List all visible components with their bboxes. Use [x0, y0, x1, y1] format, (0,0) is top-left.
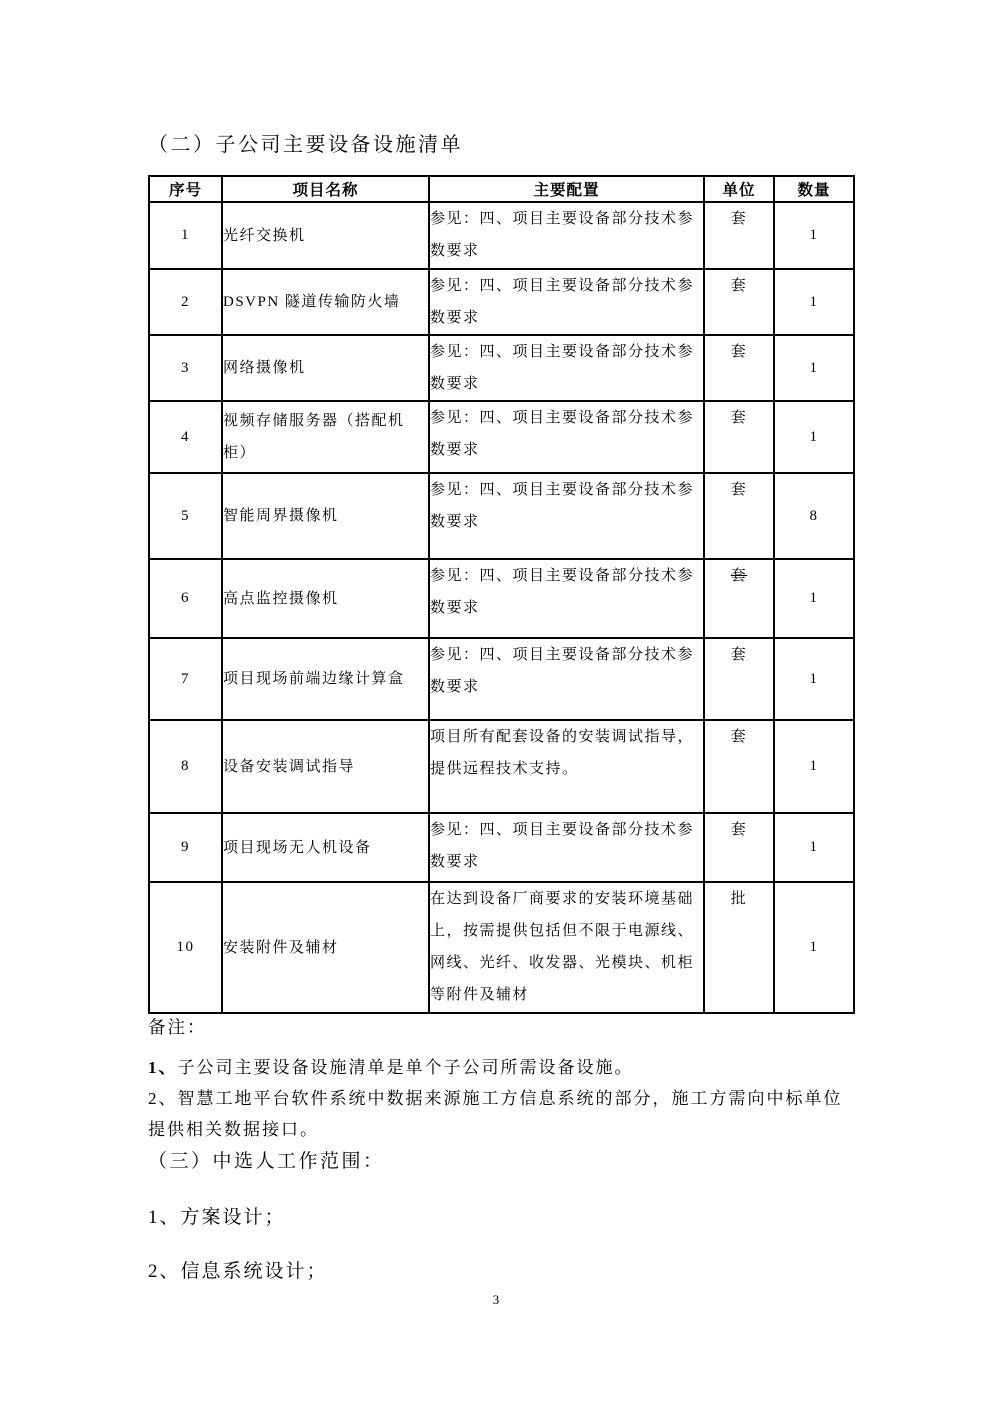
item-qty-cell-text: 1 [809, 590, 819, 606]
table-row [149, 335, 854, 401]
row-number-cell-text: 9 [181, 839, 190, 855]
item-config-cell-text: 参见：四、项目主要设备部分技术参数要求 [430, 344, 695, 392]
item-unit-cell [704, 401, 774, 473]
item-unit-cell-text: 套 [730, 410, 748, 426]
item-config-cell-text: 在达到设备厂商要求的安装环境基础上，按需提供包括但不限于电源线、网线、光纤、收发器、光模块、机柜等附件及辅材 [430, 891, 695, 1003]
column-header: 单位 [704, 176, 774, 202]
item-qty-cell-text: 1 [809, 758, 819, 774]
item-unit-cell-text: 套 [730, 211, 748, 227]
item-name-cell [222, 882, 429, 1013]
item-qty-cell [774, 401, 854, 473]
table-row [149, 720, 854, 813]
notes-list [148, 1052, 850, 1145]
item-qty-cell [774, 559, 854, 638]
item-qty-cell-text: 1 [809, 428, 819, 445]
item-config-cell [429, 269, 704, 335]
item-unit-cell-text: 套 [730, 344, 748, 360]
item-config-cell [429, 559, 704, 638]
row-number-cell [149, 401, 222, 473]
scope-item-plan-design: 1、方案设计； [148, 1207, 286, 1228]
row-number-cell-text: 7 [181, 670, 190, 687]
item-qty-cell-text: 1 [809, 227, 819, 243]
row-number-cell [149, 473, 222, 559]
row-number-cell [149, 559, 222, 638]
row-number-cell-text: 5 [181, 507, 190, 524]
item-name-cell [222, 559, 429, 638]
item-config-cell [429, 335, 704, 401]
item-unit-cell-text: 套 [730, 647, 748, 663]
item-unit-cell [704, 720, 774, 813]
item-unit-cell-text: 套 [730, 729, 748, 745]
column-header: 项目名称 [222, 176, 429, 202]
item-qty-cell [774, 638, 854, 720]
item-qty-cell-text: 1 [809, 359, 819, 376]
item-name-cell-text: 安装附件及辅材 [223, 939, 339, 956]
item-name-cell-text: 智能周界摄像机 [223, 508, 339, 524]
item-name-cell [222, 720, 429, 813]
section3-heading: （三）中选人工作范围： [148, 1151, 385, 1172]
item-unit-cell [704, 335, 774, 401]
item-unit-cell-text: 套 [730, 568, 748, 584]
column-header: 序号 [149, 176, 222, 202]
row-number-cell [149, 720, 222, 813]
item-config-cell-text: 参见：四、项目主要设备部分技术参数要求 [430, 211, 695, 259]
item-name-cell-text: 视频存储服务器（搭配机柜） [223, 413, 405, 461]
table-row [149, 401, 854, 473]
note-text: 智慧工地平台软件系统中数据来源施工方信息系统的部分，施工方需向中标单位提供相关数据接口。 [148, 1089, 843, 1139]
item-config-cell-text: 项目所有配套设备的安装调试指导，提供远程技术支持。 [430, 729, 695, 777]
row-number-cell [149, 638, 222, 720]
item-name-cell [222, 401, 429, 473]
item-qty-cell-text: 1 [809, 939, 819, 955]
item-unit-cell [704, 473, 774, 559]
item-config-cell [429, 401, 704, 473]
item-name-cell-text: 项目现场前端边缘计算盒 [223, 671, 405, 687]
item-unit-cell [704, 202, 774, 269]
item-qty-cell-text: 8 [809, 507, 819, 524]
item-name-cell [222, 473, 429, 559]
page-number: 3 [492, 1292, 500, 1307]
item-config-cell-text: 参见：四、项目主要设备部分技术参数要求 [430, 568, 695, 616]
item-qty-cell [774, 202, 854, 269]
row-number-cell-text: 2 [181, 293, 190, 310]
item-name-cell [222, 202, 429, 269]
item-config-cell [429, 813, 704, 882]
equipment-table-body [149, 202, 854, 1013]
row-number-cell [149, 269, 222, 335]
row-number-cell-text: 10 [176, 939, 195, 955]
row-number-cell-text: 4 [181, 428, 190, 445]
table-row [149, 638, 854, 720]
column-header: 数量 [774, 176, 854, 202]
item-config-cell [429, 638, 704, 720]
column-header: 主要配置 [429, 176, 704, 202]
item-name-cell [222, 638, 429, 720]
item-unit-cell-text: 套 [730, 482, 748, 498]
note-number: 2、 [148, 1089, 178, 1108]
table-row [149, 202, 854, 269]
item-unit-cell [704, 882, 774, 1013]
item-name-cell-text: 项目现场无人机设备 [223, 839, 372, 856]
notes-label: 备注： [148, 1017, 207, 1037]
row-number-cell [149, 813, 222, 882]
item-qty-cell [774, 720, 854, 813]
item-name-cell-text: 设备安装调试指导 [223, 758, 356, 775]
item-qty-cell [774, 335, 854, 401]
table-row [149, 882, 854, 1013]
item-name-cell-text: DSVPN 隧道传输防火墙 [223, 294, 401, 310]
table-row [149, 269, 854, 335]
item-name-cell [222, 813, 429, 882]
item-qty-cell [774, 269, 854, 335]
item-unit-cell [704, 638, 774, 720]
note-item [148, 1083, 850, 1145]
note-item [148, 1052, 850, 1083]
row-number-cell [149, 882, 222, 1013]
item-name-cell [222, 269, 429, 335]
item-qty-cell [774, 882, 854, 1013]
item-config-cell-text: 参见：四、项目主要设备部分技术参数要求 [430, 822, 695, 870]
item-config-cell-text: 参见：四、项目主要设备部分技术参数要求 [430, 647, 695, 695]
item-unit-cell [704, 559, 774, 638]
equipment-table [148, 175, 855, 1014]
item-config-cell [429, 882, 704, 1013]
item-config-cell-text: 参见：四、项目主要设备部分技术参数要求 [430, 482, 695, 530]
page-title: （二）子公司主要设备设施清单 [148, 134, 463, 156]
table-row [149, 473, 854, 559]
item-qty-cell [774, 813, 854, 882]
table-header-row [149, 176, 854, 202]
item-qty-cell [774, 473, 854, 559]
row-number-cell-text: 3 [181, 359, 190, 376]
item-config-cell [429, 202, 704, 269]
item-name-cell-text: 高点监控摄像机 [223, 590, 339, 607]
item-config-cell [429, 720, 704, 813]
item-qty-cell-text: 1 [809, 839, 819, 855]
row-number-cell-text: 6 [181, 590, 190, 606]
item-qty-cell-text: 1 [809, 670, 819, 687]
item-config-cell-text: 参见：四、项目主要设备部分技术参数要求 [430, 278, 695, 326]
item-qty-cell-text: 1 [809, 293, 819, 310]
item-unit-cell [704, 269, 774, 335]
item-unit-cell-text: 套 [730, 822, 748, 838]
table-row [149, 559, 854, 638]
item-config-cell [429, 473, 704, 559]
scope-item-info-system-design: 2、信息系统设计； [148, 1261, 328, 1282]
item-config-cell-text: 参见：四、项目主要设备部分技术参数要求 [430, 410, 695, 458]
item-name-cell-text: 网络摄像机 [223, 360, 306, 376]
note-text: 子公司主要设备设施清单是单个子公司所需设备设施。 [177, 1058, 634, 1077]
row-number-cell [149, 202, 222, 269]
note-number: 1、 [148, 1058, 178, 1077]
item-unit-cell [704, 813, 774, 882]
row-number-cell-text: 8 [181, 758, 190, 774]
item-name-cell-text: 光纤交换机 [223, 227, 306, 244]
table-row [149, 813, 854, 882]
item-unit-cell-text: 批 [730, 891, 748, 907]
row-number-cell [149, 335, 222, 401]
row-number-cell-text: 1 [181, 227, 190, 243]
item-name-cell [222, 335, 429, 401]
item-unit-cell-text: 套 [730, 278, 748, 294]
